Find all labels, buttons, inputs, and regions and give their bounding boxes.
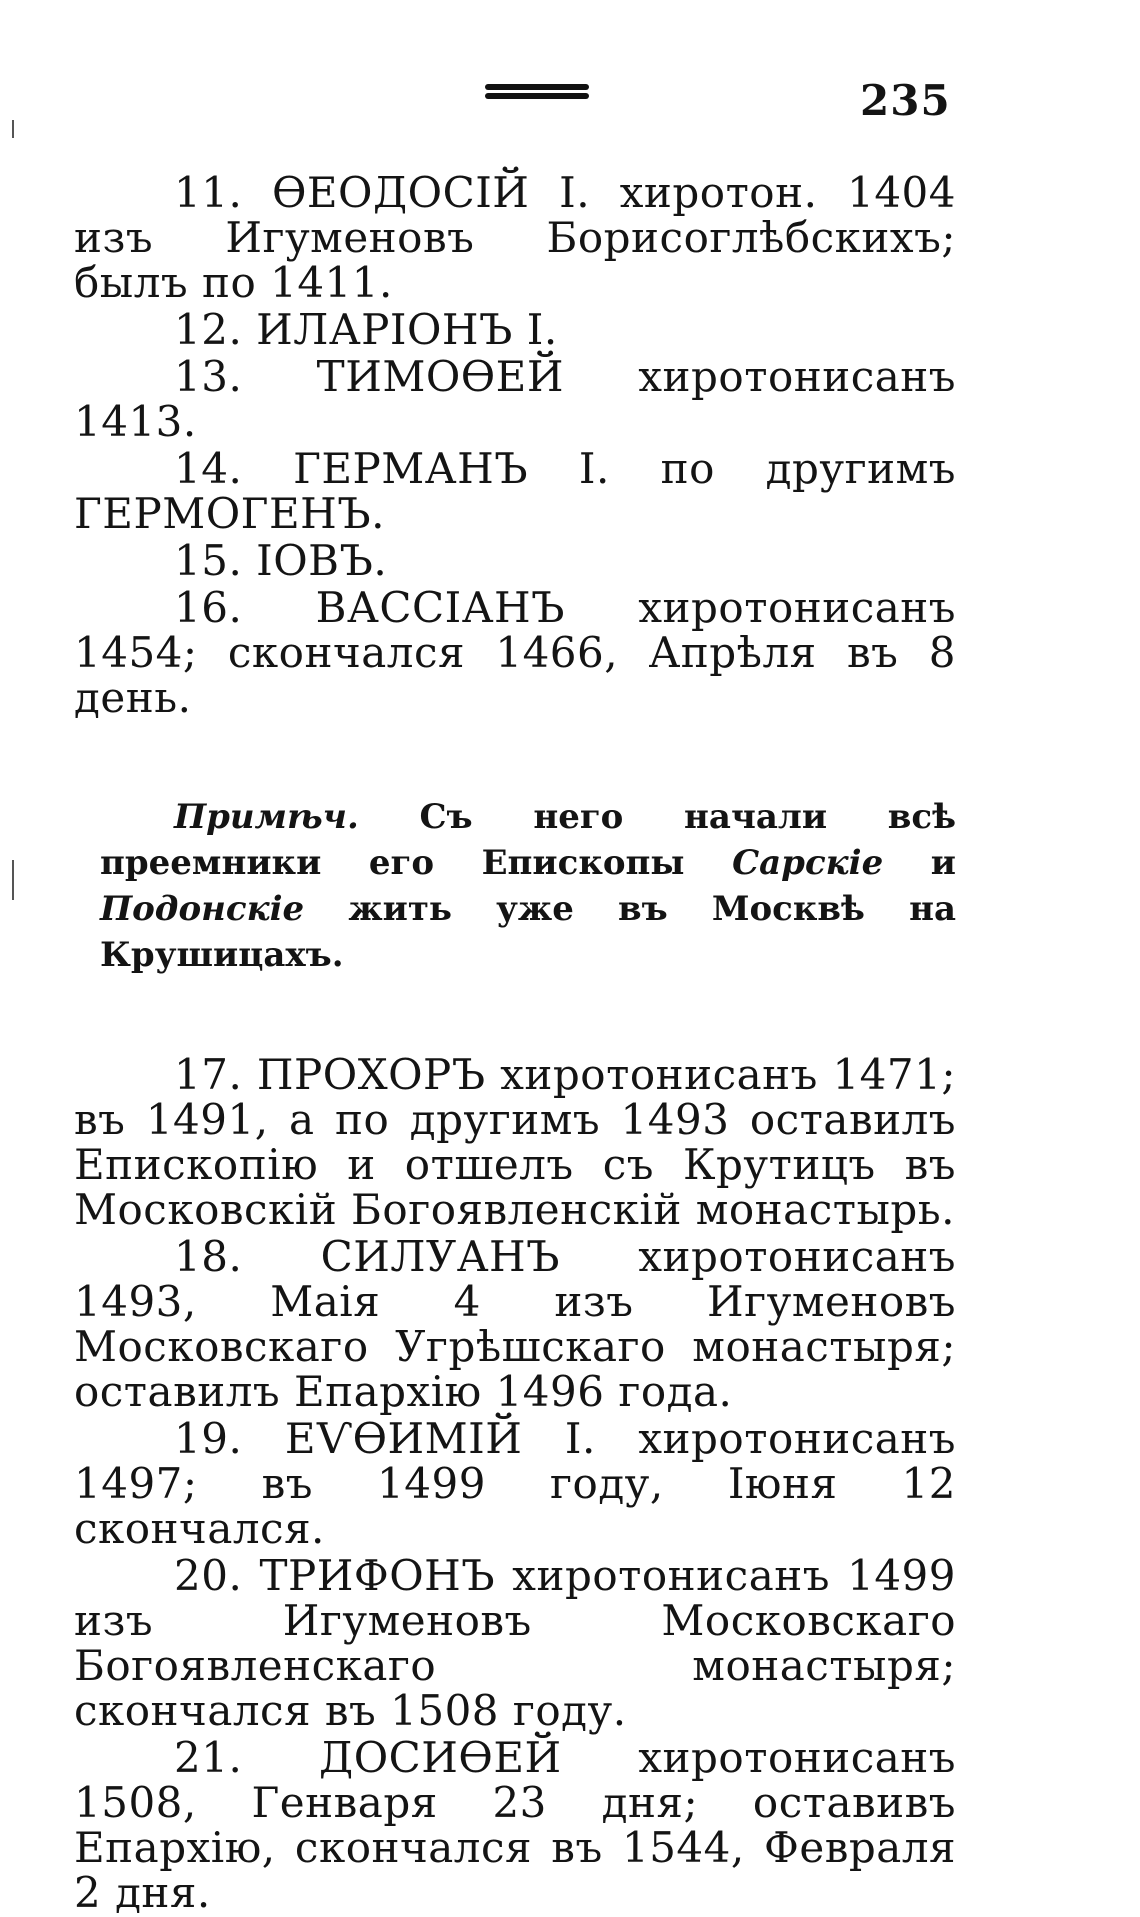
entry-14: 14. ГЕРМАНЪ I. по другимъ ГЕРМОГЕНЪ.	[74, 444, 956, 538]
footnote-text-3: жить уже въ Москвѣ на Крушицахъ.	[100, 889, 956, 975]
margin-mark-middle	[12, 860, 14, 900]
entry-16: 16. ВАССІАНЪ хиротонисанъ 1454; скончался 1466, Апрѣля въ 8 день.	[74, 583, 956, 722]
entry-17: 17. ПРОХОРЪ хиротонисанъ 1471; въ 1491, а по другимъ 1493 оставилъ Епископію и отшелъ съ Крутицъ въ Московскій Богоявленскій монастырь.	[74, 1050, 956, 1234]
page-number: 235	[860, 76, 951, 125]
footnote-text-2: и	[930, 843, 956, 883]
margin-mark-top	[12, 120, 14, 138]
entry-19: 19. ЕѴѲИМІЙ I. хиротонисанъ 1497; въ 1499 году, Іюня 12 скончался.	[74, 1414, 956, 1553]
footnote-italic-1: Сарскіе	[732, 843, 884, 883]
entry-20: 20. ТРИФОНЪ хиротонисанъ 1499 изъ Игуменовъ Московскаго Богоявленскаго монастыря; скончался въ 1508 году.	[74, 1551, 956, 1735]
entry-13: 13. ТИМОѲЕЙ хиротонисанъ 1413.	[74, 352, 956, 446]
entry-15: 15. ІОВЪ.	[174, 536, 388, 585]
footnote-label: Примѣч.	[174, 797, 359, 837]
entry-12: 12. ИЛАРІОНЪ I.	[174, 305, 558, 354]
footnote	[100, 794, 956, 978]
footnote-italic-2: Подонскіе	[100, 889, 305, 929]
page-body	[74, 170, 956, 1917]
header-ornament	[485, 84, 589, 108]
footnote-text-1: Съ него начали всѣ преемники его Епископы	[100, 797, 956, 883]
entry-11: 11. ѲЕОДОСІЙ I. хиротон. 1404 изъ Игуменовъ Борисоглѣбскихъ; былъ по 1411.	[74, 168, 956, 307]
entry-21: 21. ДОСИѲЕЙ хиротонисанъ 1508, Генваря 23 дня; оставивъ Епархію, скончался въ 1544, Февраля 2 дня.	[74, 1733, 956, 1917]
entry-18: 18. СИЛУАНЪ хиротонисанъ 1493, Маія 4 изъ Игуменовъ Московскаго Угрѣшскаго монастыря; оставилъ Епархію 1496 года.	[74, 1232, 956, 1416]
